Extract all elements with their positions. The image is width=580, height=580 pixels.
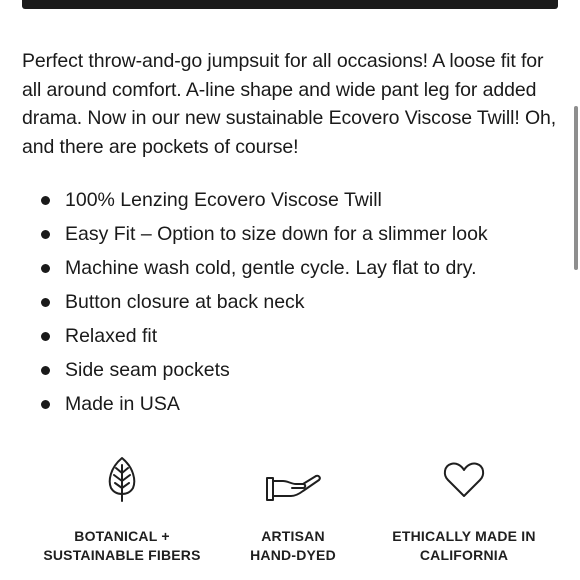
bullet-icon	[41, 196, 50, 205]
list-item	[22, 251, 488, 285]
bullet-icon	[41, 366, 50, 375]
list-item	[22, 285, 488, 319]
feature-text: Machine wash cold, gentle cycle. Lay flat to dry.	[65, 257, 477, 279]
feature-text: Made in USA	[65, 393, 180, 415]
hand-icon	[263, 456, 323, 502]
badge-label-line: BOTANICAL +	[74, 528, 170, 544]
feature-text: Easy Fit – Option to size down for a slimmer look	[65, 223, 488, 245]
feature-text: Relaxed fit	[65, 325, 158, 347]
badge-label-line: ETHICALLY MADE IN	[392, 528, 536, 544]
top-bar[interactable]	[22, 0, 558, 9]
bullet-icon	[41, 230, 50, 239]
badge-label-line: ARTISAN	[261, 528, 325, 544]
badge-botanical	[22, 456, 222, 565]
heart-icon	[443, 456, 485, 502]
list-item	[22, 183, 488, 217]
badge-label-line: SUSTAINABLE FIBERS	[43, 547, 201, 563]
badge-label	[22, 527, 222, 565]
badge-ethical	[366, 456, 562, 565]
feature-text: Side seam pockets	[65, 359, 230, 381]
badge-label	[366, 527, 562, 565]
bullet-icon	[41, 298, 50, 307]
list-item	[22, 387, 488, 421]
list-item	[22, 217, 488, 251]
feature-text: Button closure at back neck	[65, 291, 305, 313]
badge-label	[218, 527, 368, 565]
bullet-icon	[41, 400, 50, 409]
list-item	[22, 319, 488, 353]
feature-text: 100% Lenzing Ecovero Viscose Twill	[65, 189, 382, 211]
list-item	[22, 353, 488, 387]
badge-label-line: HAND-DYED	[250, 547, 336, 563]
badge-artisan	[218, 456, 368, 565]
product-description: Perfect throw-and-go jumpsuit for all occasions! A loose fit for all around comfort. A-line shape and wide pant leg for added drama. Now in our new sustainable Ecovero Viscose Twill! Oh, and there are pockets of course!	[22, 50, 557, 158]
scrollbar[interactable]	[574, 106, 578, 270]
badge-label-line: CALIFORNIA	[419, 547, 509, 563]
bullet-icon	[41, 332, 50, 341]
value-badges	[0, 456, 580, 580]
feature-list	[22, 183, 488, 421]
bullet-icon	[41, 264, 50, 273]
leaf-icon	[107, 456, 137, 502]
